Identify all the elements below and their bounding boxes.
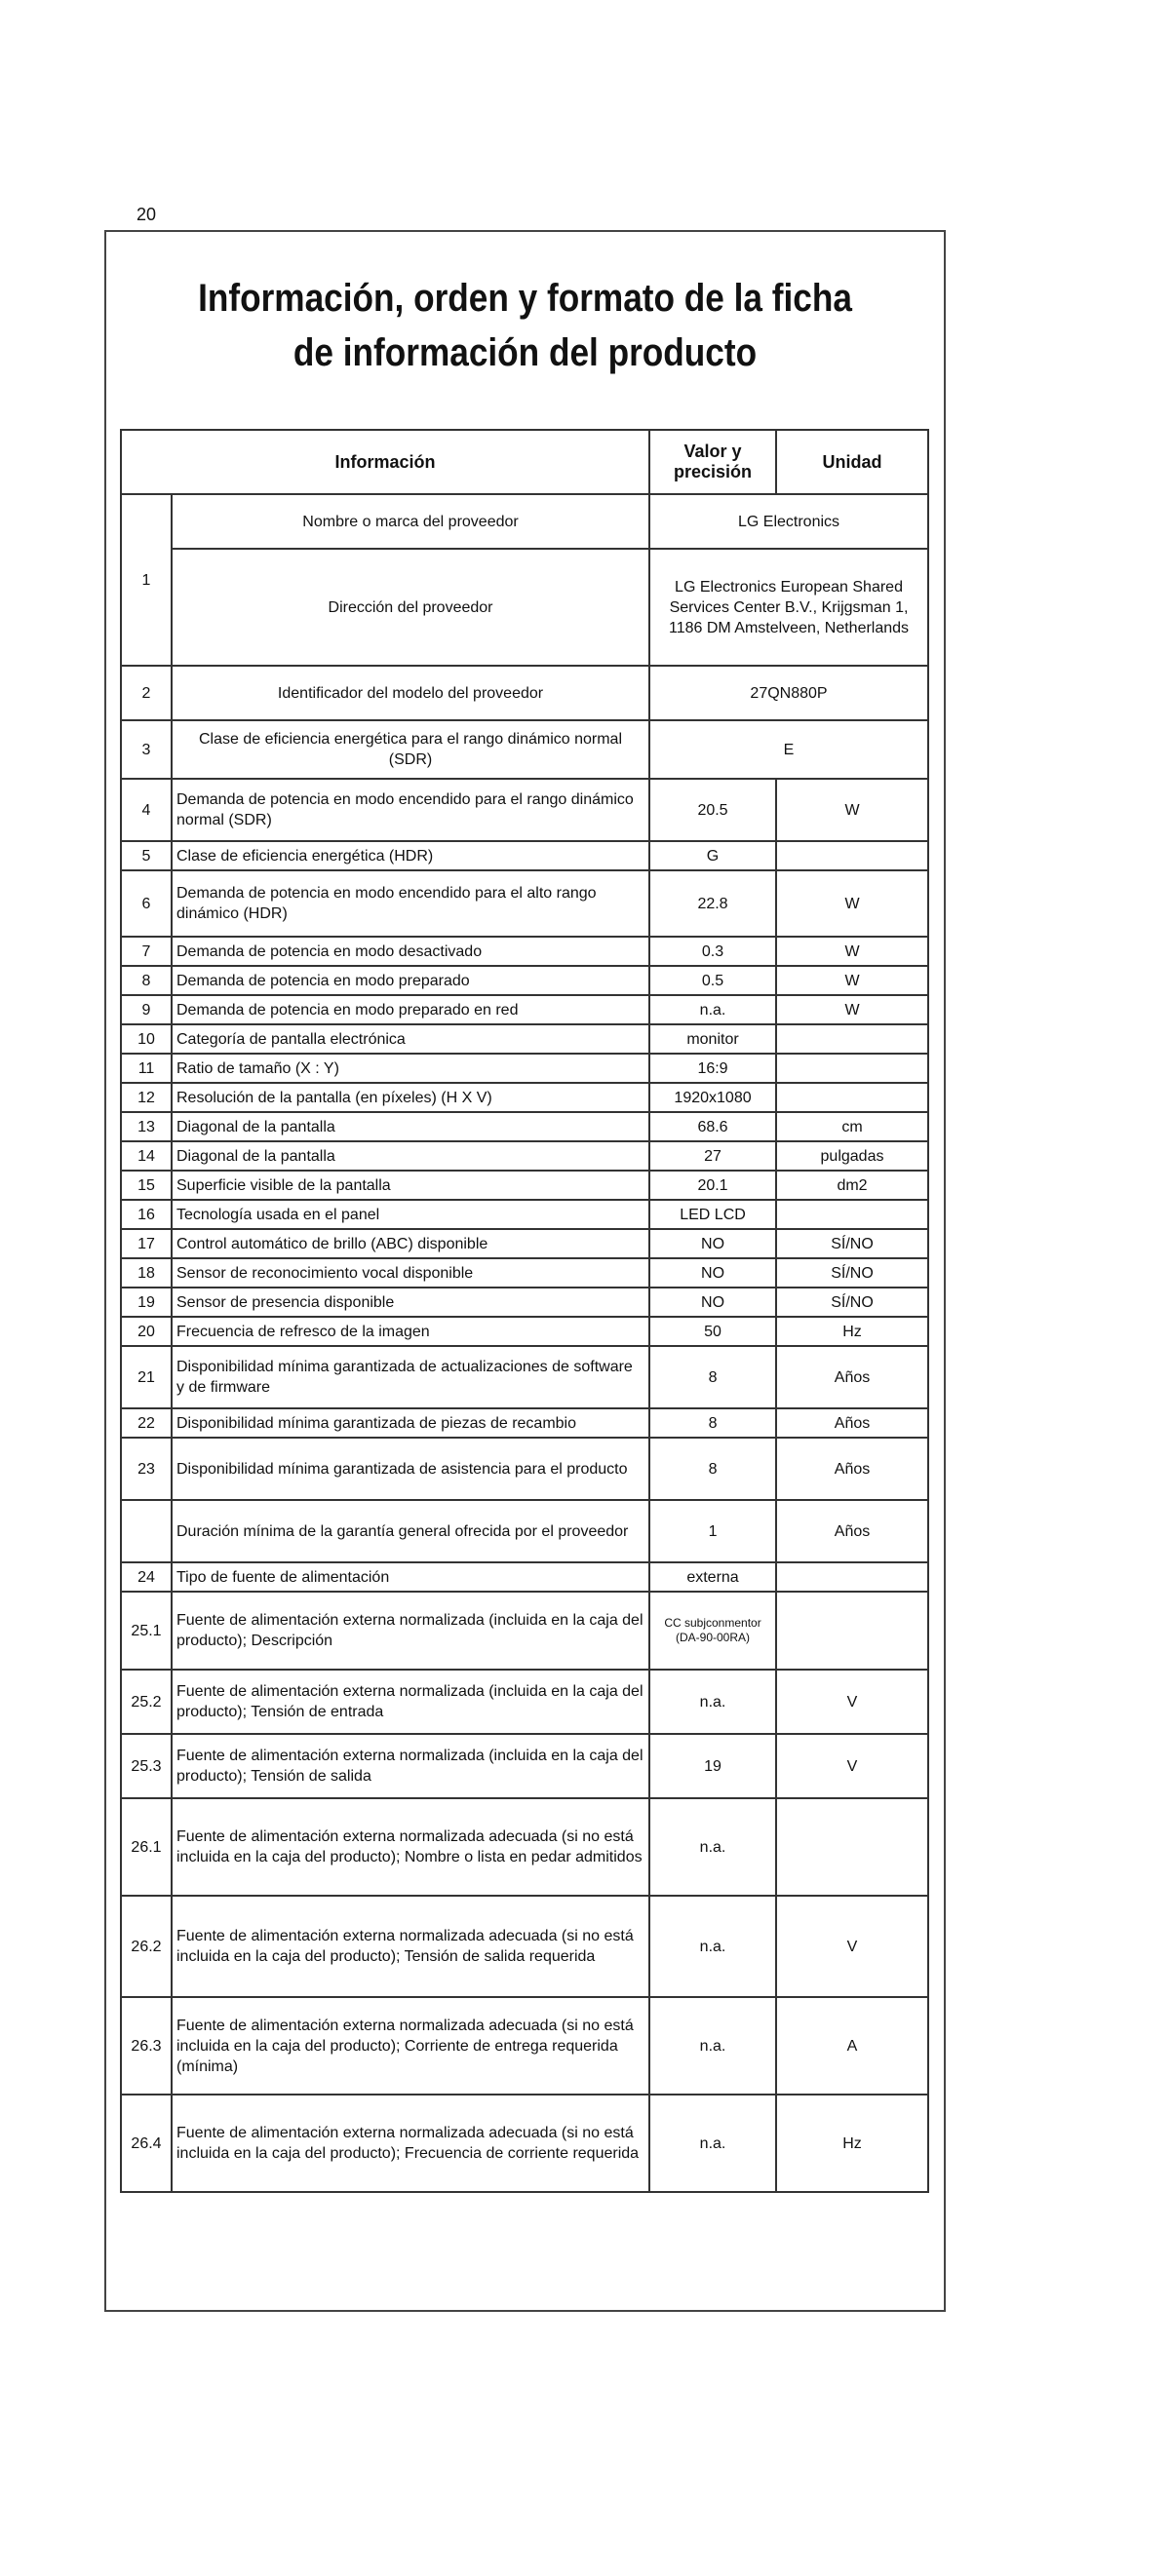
row-unit: [776, 1024, 928, 1054]
row-unit: W: [776, 870, 928, 937]
table-row: [121, 1288, 928, 1317]
row-value: NO: [649, 1288, 776, 1317]
row-label: Categoría de pantalla electrónica: [172, 1024, 649, 1054]
row-label: Identificador del modelo del proveedor: [172, 666, 649, 720]
table-row: [121, 1317, 928, 1346]
row-value: n.a.: [649, 1670, 776, 1734]
row-number: 1: [121, 494, 172, 666]
row-label: Frecuencia de refresco de la imagen: [172, 1317, 649, 1346]
row-value: NO: [649, 1258, 776, 1288]
table-row: [121, 1798, 928, 1896]
table-row: [121, 1054, 928, 1083]
row-number: 11: [121, 1054, 172, 1083]
row-label: Fuente de alimentación externa normalizada adecuada (si no está incluida en la caja del producto); Tensión de salida requerida: [172, 1896, 649, 1997]
page-title: [157, 271, 894, 380]
row-label: Fuente de alimentación externa normalizada adecuada (si no está incluida en la caja del producto); Frecuencia de corriente requerida: [172, 2095, 649, 2192]
table-row: [121, 1112, 928, 1141]
row-unit: SÍ/NO: [776, 1288, 928, 1317]
row-number: 9: [121, 995, 172, 1024]
table-row: [121, 995, 928, 1024]
header-unit: Unidad: [776, 430, 928, 494]
row-label: Disponibilidad mínima garantizada de piezas de recambio: [172, 1408, 649, 1438]
row-number: 25.2: [121, 1670, 172, 1734]
row-value: CC subjconmentor (DA-90-00RA): [649, 1592, 776, 1670]
row-label: Nombre o marca del proveedor: [172, 494, 649, 549]
row-value: 8: [649, 1408, 776, 1438]
row-label: Duración mínima de la garantía general ofrecida por el proveedor: [172, 1500, 649, 1562]
row-value: 0.3: [649, 937, 776, 966]
table-row: [121, 1562, 928, 1592]
table-row: [121, 1141, 928, 1171]
row-number: 21: [121, 1346, 172, 1408]
row-number: 5: [121, 841, 172, 870]
row-label: Sensor de reconocimiento vocal disponible: [172, 1258, 649, 1288]
table-row: [121, 841, 928, 870]
row-value: n.a.: [649, 1798, 776, 1896]
row-number: 4: [121, 779, 172, 841]
header-info: Información: [121, 430, 649, 494]
row-label: Demanda de potencia en modo desactivado: [172, 937, 649, 966]
row-unit: A: [776, 1997, 928, 2095]
row-number: 7: [121, 937, 172, 966]
row-value: n.a.: [649, 2095, 776, 2192]
row-unit: dm2: [776, 1171, 928, 1200]
row-unit: V: [776, 1896, 928, 1997]
row-unit: pulgadas: [776, 1141, 928, 1171]
table-row: [121, 1734, 928, 1798]
table-row: [121, 549, 928, 666]
table-row: [121, 1896, 928, 1997]
row-label: Disponibilidad mínima garantizada de actualizaciones de software y de firmware: [172, 1346, 649, 1408]
row-number: 16: [121, 1200, 172, 1229]
table-header-row: [121, 430, 928, 494]
row-label: Fuente de alimentación externa normalizada (incluida en la caja del producto); Descripción: [172, 1592, 649, 1670]
row-value: 8: [649, 1438, 776, 1500]
row-number: 25.1: [121, 1592, 172, 1670]
row-number: 13: [121, 1112, 172, 1141]
row-value: 16:9: [649, 1054, 776, 1083]
row-unit: [776, 1562, 928, 1592]
title-line-1: Información, orden y formato de la ficha: [198, 277, 852, 320]
row-number: 18: [121, 1258, 172, 1288]
row-value: LED LCD: [649, 1200, 776, 1229]
table-row: [121, 966, 928, 995]
row-unit: Años: [776, 1438, 928, 1500]
header-value: Valor y precisión: [649, 430, 776, 494]
row-label: Superficie visible de la pantalla: [172, 1171, 649, 1200]
row-label: Dirección del proveedor: [172, 549, 649, 666]
row-value: 1: [649, 1500, 776, 1562]
row-value: G: [649, 841, 776, 870]
row-value: 8: [649, 1346, 776, 1408]
row-value: monitor: [649, 1024, 776, 1054]
row-number: 26.3: [121, 1997, 172, 2095]
row-label: Tecnología usada en el panel: [172, 1200, 649, 1229]
row-label: Clase de eficiencia energética (HDR): [172, 841, 649, 870]
row-number: 25.3: [121, 1734, 172, 1798]
row-unit: SÍ/NO: [776, 1258, 928, 1288]
table-row: [121, 1408, 928, 1438]
row-value: 50: [649, 1317, 776, 1346]
product-info-table: [120, 429, 929, 2193]
row-value: 20.1: [649, 1171, 776, 1200]
row-unit: [776, 1798, 928, 1896]
row-value: 1920x1080: [649, 1083, 776, 1112]
row-value: externa: [649, 1562, 776, 1592]
row-unit: cm: [776, 1112, 928, 1141]
row-value: NO: [649, 1229, 776, 1258]
row-unit: W: [776, 966, 928, 995]
row-number: 24: [121, 1562, 172, 1592]
row-unit: W: [776, 995, 928, 1024]
row-number: 19: [121, 1288, 172, 1317]
row-number: 2: [121, 666, 172, 720]
row-unit: [776, 1054, 928, 1083]
row-label: Ratio de tamaño (X : Y): [172, 1054, 649, 1083]
page-number: 20: [136, 205, 157, 224]
row-label: Fuente de alimentación externa normalizada adecuada (si no está incluida en la caja del producto); Corriente de entrega requerida (mínima): [172, 1997, 649, 2095]
row-unit: [776, 1200, 928, 1229]
row-value: E: [649, 720, 928, 779]
row-label: Fuente de alimentación externa normalizada (incluida en la caja del producto); Tensión de entrada: [172, 1670, 649, 1734]
row-number: 20: [121, 1317, 172, 1346]
row-number: 26.4: [121, 2095, 172, 2192]
row-label: Demanda de potencia en modo encendido para el rango dinámico normal (SDR): [172, 779, 649, 841]
row-unit: SÍ/NO: [776, 1229, 928, 1258]
row-number: 6: [121, 870, 172, 937]
row-value: 19: [649, 1734, 776, 1798]
table-row: [121, 1592, 928, 1670]
table-row: [121, 1346, 928, 1408]
row-label: Tipo de fuente de alimentación: [172, 1562, 649, 1592]
table-row: [121, 1200, 928, 1229]
row-number: 12: [121, 1083, 172, 1112]
table-row: [121, 1500, 928, 1562]
row-number: [121, 1500, 172, 1562]
row-number: 22: [121, 1408, 172, 1438]
row-number: 10: [121, 1024, 172, 1054]
row-value: 68.6: [649, 1112, 776, 1141]
row-label: Demanda de potencia en modo preparado en red: [172, 995, 649, 1024]
row-label: Clase de eficiencia energética para el rango dinámico normal (SDR): [172, 720, 649, 779]
table-row: [121, 779, 928, 841]
table-row: [121, 1258, 928, 1288]
row-label: Diagonal de la pantalla: [172, 1112, 649, 1141]
row-value: LG Electronics European Shared Services Center B.V., Krijgsman 1, 1186 DM Amstelveen, Netherlands: [649, 549, 928, 666]
table-row: [121, 1229, 928, 1258]
row-unit: W: [776, 937, 928, 966]
title-line-2: de información del producto: [292, 331, 758, 374]
row-unit: [776, 1592, 928, 1670]
table-row: [121, 1438, 928, 1500]
row-number: 3: [121, 720, 172, 779]
row-label: Sensor de presencia disponible: [172, 1288, 649, 1317]
table-row: [121, 1171, 928, 1200]
row-unit: V: [776, 1670, 928, 1734]
row-label: Fuente de alimentación externa normalizada (incluida en la caja del producto); Tensión de salida: [172, 1734, 649, 1798]
row-value: 27: [649, 1141, 776, 1171]
table-row: [121, 937, 928, 966]
row-label: Fuente de alimentación externa normalizada adecuada (si no está incluida en la caja del producto); Nombre o lista en pedar admitidos: [172, 1798, 649, 1896]
table-row: [121, 870, 928, 937]
row-unit: V: [776, 1734, 928, 1798]
table-row: [121, 666, 928, 720]
table-row: [121, 494, 928, 549]
row-unit: W: [776, 779, 928, 841]
row-unit: Años: [776, 1346, 928, 1408]
row-value: 0.5: [649, 966, 776, 995]
row-label: Demanda de potencia en modo encendido para el alto rango dinámico (HDR): [172, 870, 649, 937]
row-value: 22.8: [649, 870, 776, 937]
row-number: 8: [121, 966, 172, 995]
row-label: Diagonal de la pantalla: [172, 1141, 649, 1171]
row-number: 17: [121, 1229, 172, 1258]
table-row: [121, 720, 928, 779]
row-value: n.a.: [649, 1997, 776, 2095]
row-number: 14: [121, 1141, 172, 1171]
row-unit: [776, 841, 928, 870]
table-row: [121, 1997, 928, 2095]
row-unit: Años: [776, 1408, 928, 1438]
row-unit: [776, 1083, 928, 1112]
row-unit: Hz: [776, 2095, 928, 2192]
table-row: [121, 2095, 928, 2192]
row-unit: Hz: [776, 1317, 928, 1346]
row-value: n.a.: [649, 995, 776, 1024]
row-number: 26.2: [121, 1896, 172, 1997]
row-number: 26.1: [121, 1798, 172, 1896]
row-unit: Años: [776, 1500, 928, 1562]
table-row: [121, 1024, 928, 1054]
row-value: 20.5: [649, 779, 776, 841]
table-row: [121, 1083, 928, 1112]
row-value: 27QN880P: [649, 666, 928, 720]
row-label: Disponibilidad mínima garantizada de asistencia para el producto: [172, 1438, 649, 1500]
row-label: Demanda de potencia en modo preparado: [172, 966, 649, 995]
row-number: 15: [121, 1171, 172, 1200]
table-row: [121, 1670, 928, 1734]
row-number: 23: [121, 1438, 172, 1500]
row-value: n.a.: [649, 1896, 776, 1997]
row-label: Control automático de brillo (ABC) disponible: [172, 1229, 649, 1258]
row-value: LG Electronics: [649, 494, 928, 549]
row-label: Resolución de la pantalla (en píxeles) (H X V): [172, 1083, 649, 1112]
